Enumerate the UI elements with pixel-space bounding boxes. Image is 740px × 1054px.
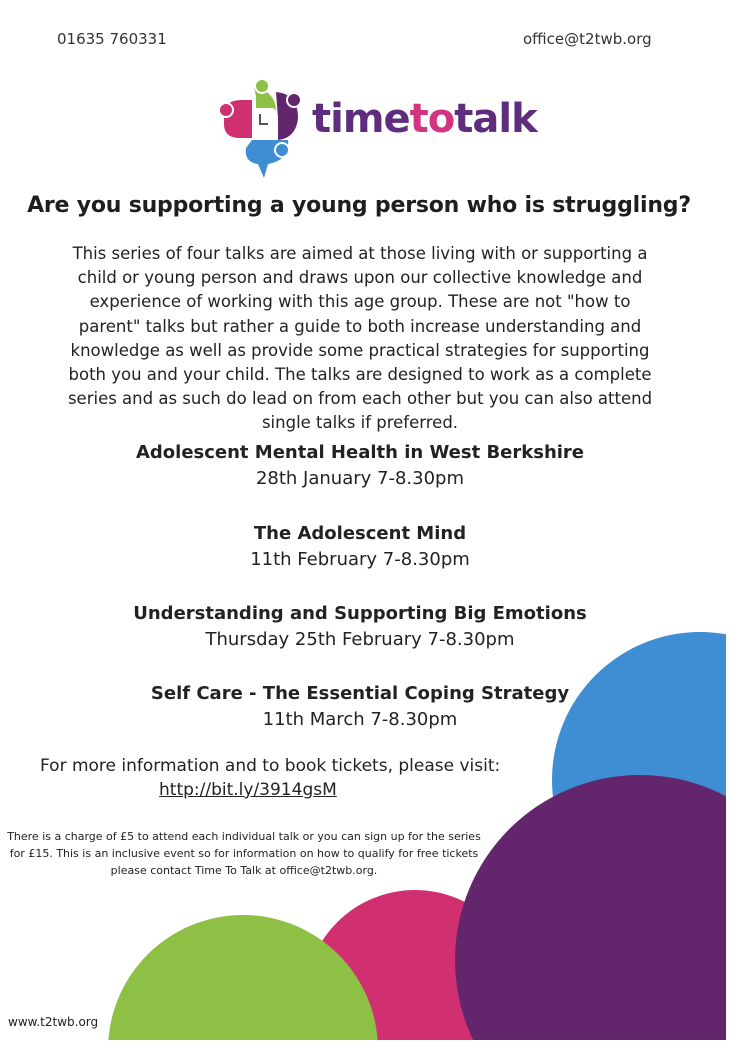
talk-item bbox=[60, 440, 660, 492]
email-address[interactable]: office@t2twb.org bbox=[523, 30, 652, 48]
page-headline: Are you supporting a young person who is struggling? bbox=[27, 193, 691, 218]
talk-title: Understanding and Supporting Big Emotions bbox=[133, 603, 587, 624]
website-footer[interactable]: www.t2twb.org bbox=[8, 1015, 99, 1029]
talk-title: The Adolescent Mind bbox=[253, 523, 467, 544]
talk-date: 11th March 7-8.30pm bbox=[262, 709, 458, 730]
talk-item bbox=[60, 681, 660, 733]
purple-circle bbox=[455, 775, 740, 1054]
charge-note: There is a charge of £5 to attend each individual talk or you can sign up for the series for £15. This is an inclusive event so for information on how to qualify for free tickets please contact Time To Talk at office@t2twb.org. bbox=[7, 830, 481, 877]
logo-wordmark: timetotalk bbox=[312, 96, 537, 142]
timetotalk-logo bbox=[216, 78, 537, 182]
booking-text: For more information and to book tickets, please visit: bbox=[40, 756, 501, 776]
talk-title: Self Care - The Essential Coping Strategy bbox=[150, 683, 570, 704]
talk-date: 28th January 7-8.30pm bbox=[255, 468, 465, 489]
talk-item bbox=[60, 601, 660, 653]
phone-number: 01635 760331 bbox=[57, 30, 167, 48]
talk-date: Thursday 25th February 7-8.30pm bbox=[205, 629, 515, 650]
talk-title: Adolescent Mental Health in West Berkshire bbox=[135, 442, 585, 463]
talk-item bbox=[60, 521, 660, 573]
talk-date: 11th February 7-8.30pm bbox=[250, 549, 470, 570]
intro-paragraph: This series of four talks are aimed at those living with or supporting a child or young person and draws upon our collective knowledge and experience of working with this age group. These are not "how to parent" talks but rather a guide to both increase understanding and knowledge as well as provide some practical strategies for supporting both you and your child. The talks are designed to work as a complete series and as such do lead on from each other but you can also attend single talks if preferred. bbox=[67, 244, 653, 433]
speech-bubble-icon bbox=[216, 78, 306, 182]
booking-link[interactable]: http://bit.ly/3914gsM bbox=[159, 780, 337, 800]
